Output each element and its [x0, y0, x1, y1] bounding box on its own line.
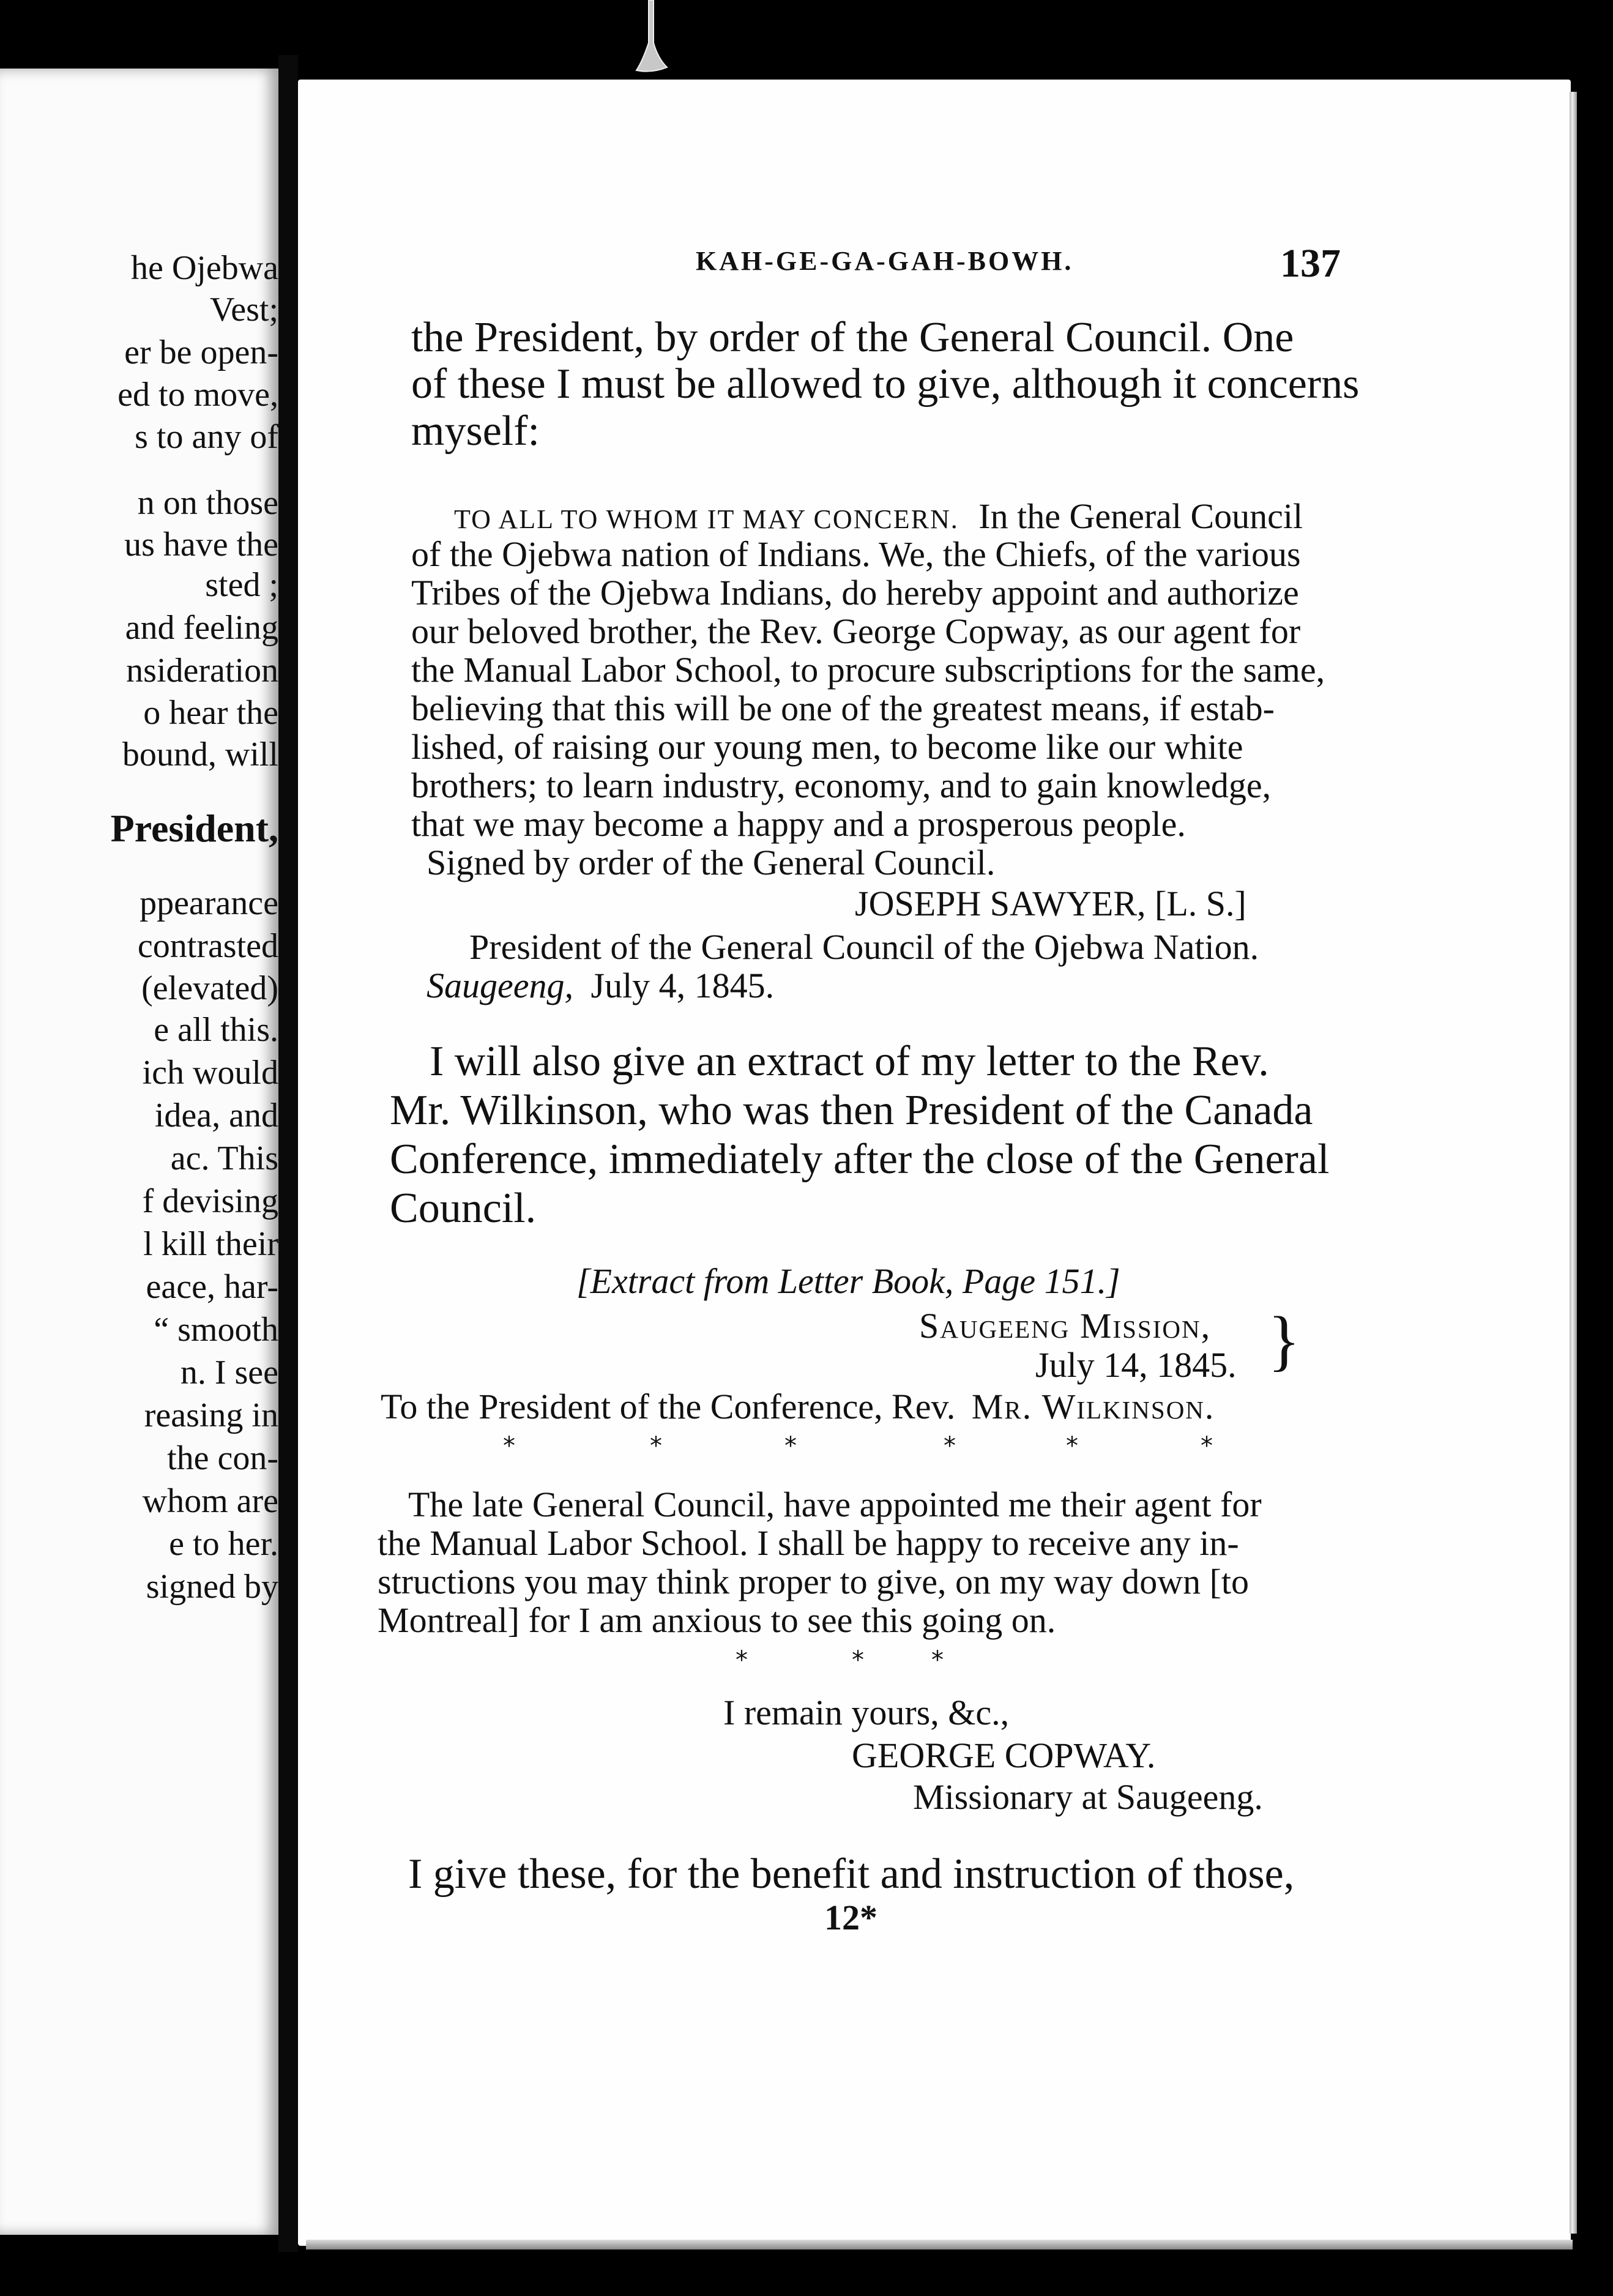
resolution-line: Tribes of the Ojebwa Indians, do hereby appoint and authorize	[411, 573, 1299, 613]
resolution-line: believing that this will be one of the greatest means, if estab-	[411, 688, 1275, 728]
letter-closing: I remain yours, &c.,	[723, 1693, 1010, 1732]
resolution-date: July 4, 1845.	[590, 966, 775, 1005]
resolution-line: of the Ojebwa nation of Indians. We, the Chiefs, of the various	[411, 534, 1301, 574]
left-page-line: n. I see	[180, 1354, 278, 1392]
letter-address-prefix: To the President of the Conference, Rev.	[381, 1387, 956, 1426]
brace-icon: }	[1268, 1303, 1300, 1377]
letter-signature-title: Missionary at Saugeeng.	[913, 1777, 1263, 1817]
left-page-line: ich would	[142, 1054, 278, 1092]
ellipsis-asterisk-icon: *	[1066, 1432, 1078, 1460]
resolution-place-date	[427, 968, 774, 1004]
left-page-line: f devising	[142, 1182, 278, 1220]
signature-mark: 12*	[824, 1898, 877, 1937]
resolution-line: our beloved brother, the Rev. George Copway, as our agent for	[411, 611, 1301, 651]
book-gutter	[278, 55, 298, 2252]
page-number: 137	[1280, 241, 1341, 286]
letter-body-line: the Manual Labor School. I shall be happy to receive any in-	[378, 1523, 1239, 1563]
book-page	[298, 80, 1571, 2246]
ellipsis-asterisk-icon: *	[852, 1646, 864, 1674]
left-page-line: ppearance	[140, 884, 278, 922]
left-page-line: nsideration	[126, 652, 278, 690]
ellipsis-asterisk-icon: *	[784, 1432, 797, 1460]
letter-source-note: [Extract from Letter Book, Page 151.]	[576, 1261, 1120, 1301]
ellipsis-asterisk-icon: *	[650, 1432, 662, 1460]
page-edge	[1570, 92, 1577, 2234]
letter-date: July 14, 1845.	[1035, 1345, 1237, 1385]
left-page-line: e to her.	[169, 1525, 278, 1563]
left-page-line: s to any of	[135, 418, 278, 456]
left-page-line: (elevated)	[141, 969, 278, 1007]
left-page-line: the con-	[167, 1439, 278, 1477]
letter-body-line: Montreal] for I am anxious to see this going on.	[378, 1600, 1056, 1640]
resolution-line: brothers; to learn industry, economy, and to gain knowledge,	[411, 766, 1272, 805]
resolution-signed-line: Signed by order of the General Council.	[427, 843, 996, 882]
page-bottom-edge	[306, 2240, 1573, 2249]
left-page-line: and feeling	[125, 609, 278, 647]
intro-line: of these I must be allowed to give, although it concerns	[411, 360, 1360, 408]
left-page-line: whom are	[142, 1482, 278, 1520]
resolution-signatory-title: President of the General Council of the Ojebwa Nation.	[469, 927, 1259, 967]
ellipsis-asterisk-icon: *	[931, 1646, 944, 1674]
letter-address-name: Mr. Wilkinson.	[971, 1387, 1215, 1426]
extract-intro-line: Mr. Wilkinson, who was then President of the Canada	[390, 1087, 1313, 1134]
left-page-line: e all this.	[154, 1011, 278, 1049]
letter-signature: GEORGE COPWAY.	[852, 1735, 1156, 1775]
left-page-line: sted ;	[205, 566, 278, 604]
running-title: KAH-GE-GA-GAH-BOWH.	[696, 246, 1074, 276]
left-page-line: contrasted	[137, 927, 278, 965]
left-page-line: President,	[110, 807, 278, 850]
resolution-signatory: JOSEPH SAWYER, [L. S.]	[855, 884, 1246, 923]
left-page-fragment	[0, 69, 278, 2235]
left-page-line: idea, and	[154, 1097, 278, 1135]
left-page-line: he Ojebwa	[130, 249, 278, 287]
resolution-place: Saugeeng,	[427, 966, 573, 1005]
left-page-line: ed to move,	[117, 376, 278, 414]
resolution-line: that we may become a happy and a prosperous people.	[411, 804, 1186, 844]
left-page-line: eace, har-	[146, 1268, 278, 1306]
left-page-line: o hear the	[143, 694, 278, 732]
left-page-line: Vest;	[210, 291, 278, 329]
extract-intro-line: Conference, immediately after the close of the General	[390, 1136, 1330, 1183]
resolution-first-line	[454, 496, 1303, 536]
letter-body-line: The late General Council, have appointed me their agent for	[408, 1485, 1262, 1524]
resolution-line: lished, of raising our young men, to become like our white	[411, 727, 1243, 767]
left-page-line: us have the	[124, 526, 278, 564]
resolution-first-line-rest: In the General Council	[978, 496, 1303, 536]
letter-address	[381, 1389, 1215, 1425]
left-page-line: l kill their	[143, 1225, 278, 1263]
letter-body-line: structions you may think proper to give, on my way down [to	[378, 1562, 1250, 1601]
extract-intro-line: I will also give an extract of my letter to the Rev.	[430, 1038, 1269, 1085]
ellipsis-asterisk-icon: *	[944, 1432, 956, 1460]
ellipsis-asterisk-icon: *	[1201, 1432, 1213, 1460]
resolution-salutation: TO ALL TO WHOM IT MAY CONCERN.	[454, 504, 959, 534]
left-page-line: er be open-	[124, 334, 278, 371]
resolution-line: the Manual Labor School, to procure subscriptions for the same,	[411, 650, 1325, 690]
left-page-line: bound, will	[122, 736, 278, 773]
intro-line: myself:	[411, 408, 540, 455]
ellipsis-asterisk-icon: *	[736, 1646, 748, 1674]
left-page-line: “ smooth	[154, 1311, 278, 1349]
bookmark-ribbon-icon	[624, 0, 673, 86]
left-page-line: reasing in	[144, 1396, 278, 1434]
left-page-line: n on those	[137, 484, 278, 522]
left-page-line: signed by	[146, 1568, 278, 1606]
left-page-line: ac. This	[170, 1139, 278, 1177]
ellipsis-asterisk-icon: *	[503, 1432, 515, 1460]
extract-intro-line: Council.	[390, 1185, 537, 1232]
intro-line: the President, by order of the General Council. One	[411, 314, 1294, 361]
closing-line: I give these, for the benefit and instruction of those,	[408, 1851, 1295, 1898]
letter-mission: Saugeeng Mission,	[919, 1306, 1212, 1346]
